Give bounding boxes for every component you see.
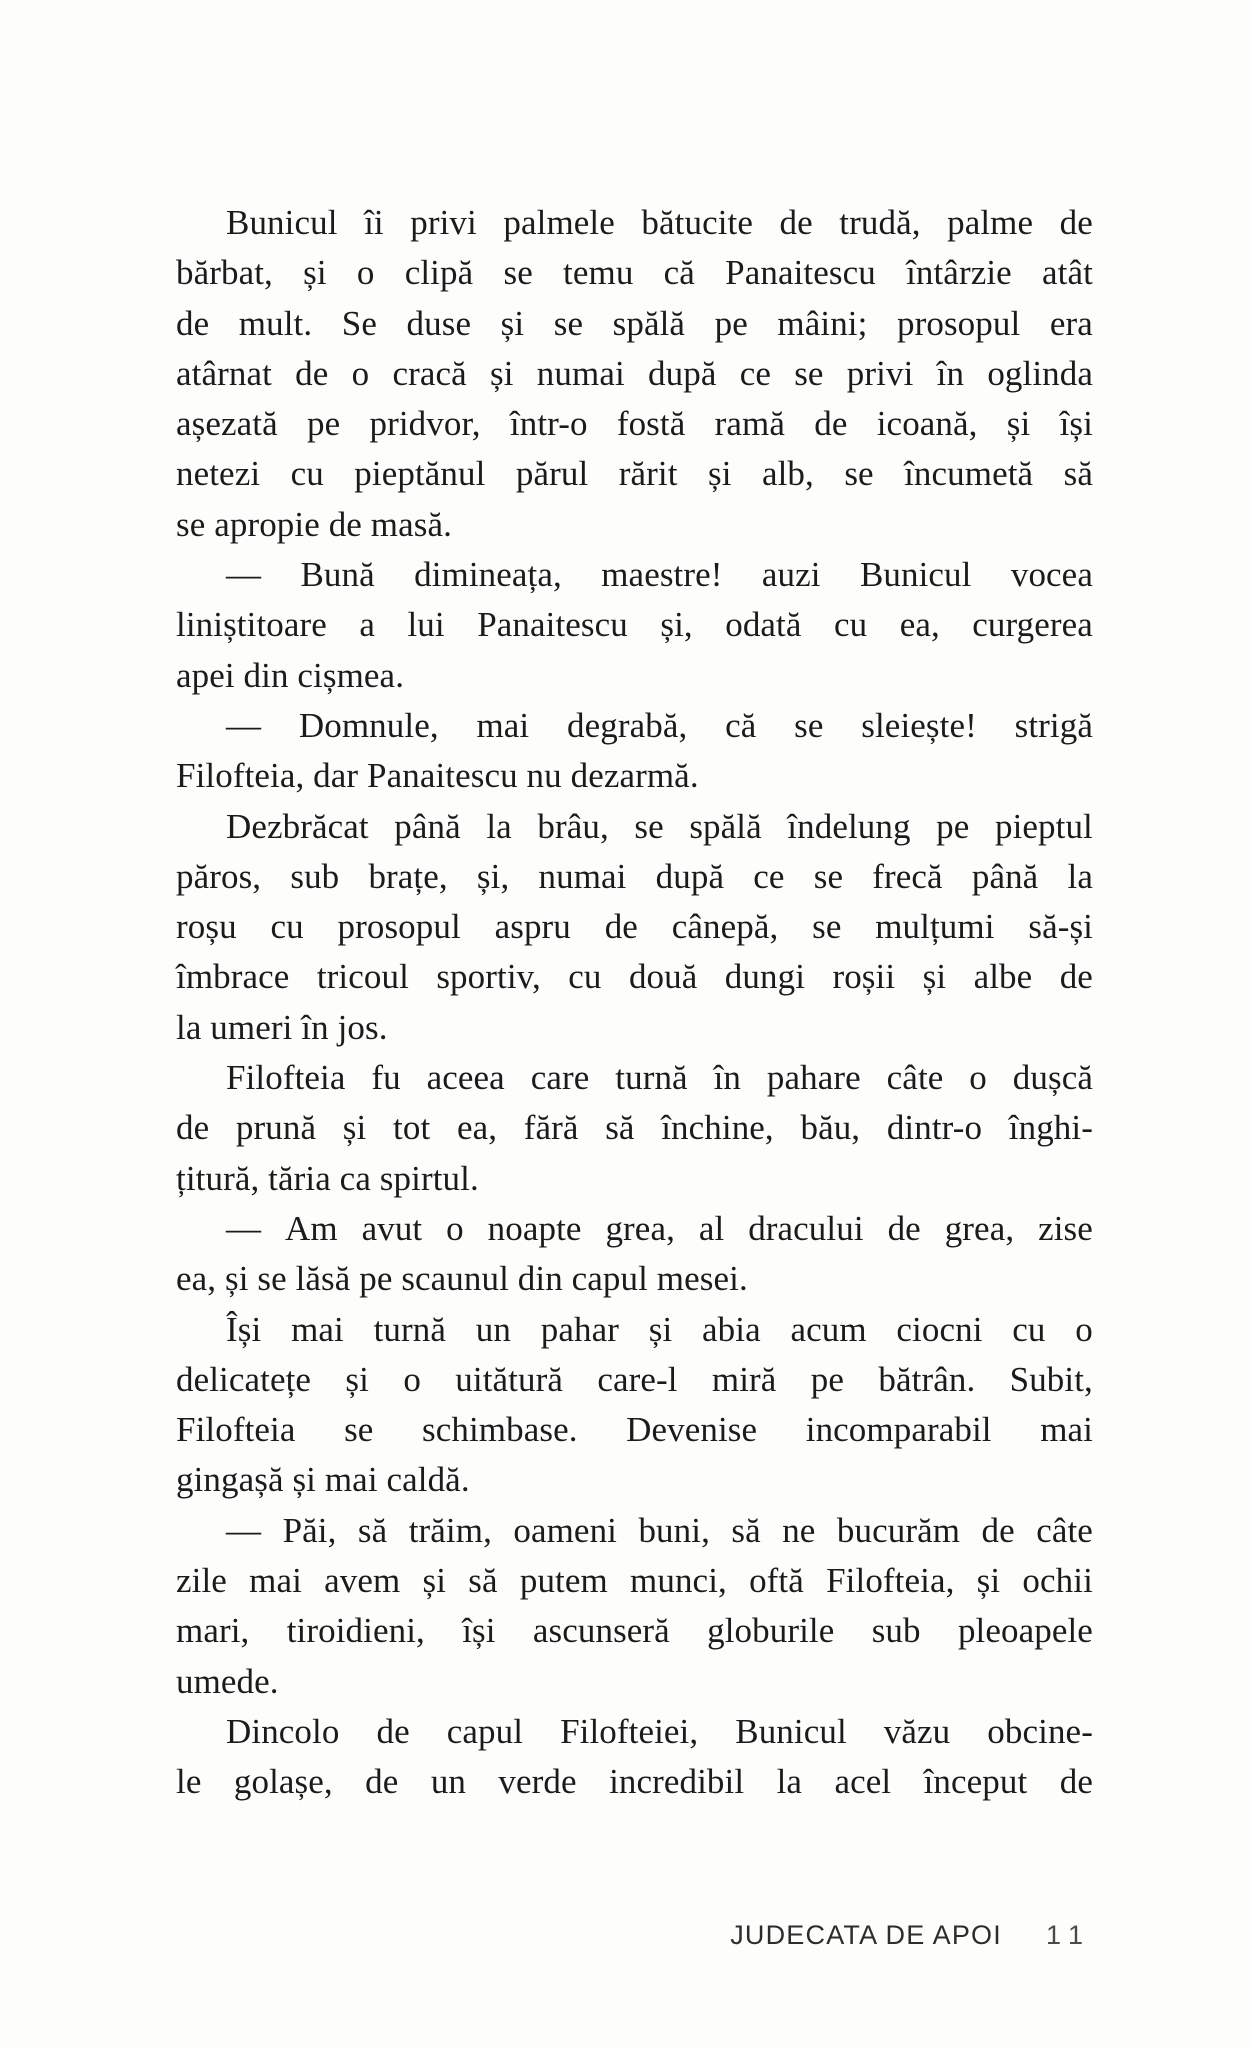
word: fostă [616, 404, 686, 444]
word: verde [498, 1762, 577, 1802]
word: și, [476, 856, 510, 896]
word: mâini; [777, 303, 868, 343]
word: buni, [638, 1510, 710, 1550]
text-line [176, 198, 1093, 248]
word: văzu [883, 1711, 951, 1751]
word: mai [249, 1561, 302, 1601]
word: păros, [176, 856, 262, 896]
word: sportiv, [436, 957, 541, 997]
word: o [1075, 1309, 1093, 1349]
text-line: umede. [176, 1661, 279, 1701]
word: un [475, 1309, 511, 1349]
word: curgerea [972, 605, 1093, 645]
word: bărbat, [176, 253, 273, 293]
word: brațe, [368, 856, 448, 896]
word: albe [973, 957, 1033, 997]
word: Domnule, [298, 705, 439, 745]
word: cu [568, 957, 602, 997]
word: acel [834, 1762, 892, 1802]
word: prosopul [337, 907, 461, 947]
word: bău, [800, 1108, 861, 1148]
word: și [648, 1309, 673, 1349]
word: de [176, 303, 210, 343]
word: la [1067, 856, 1093, 896]
word: obcine- [987, 1711, 1093, 1751]
word: brâu, [537, 806, 609, 846]
word: spălă [689, 806, 762, 846]
word: își [1059, 404, 1093, 444]
word: delicatețe [176, 1359, 312, 1399]
word: Bună [300, 555, 375, 595]
running-title: JUDECATA DE APOI [730, 1920, 1002, 1950]
word: putem [519, 1561, 608, 1601]
word: câte [1036, 1510, 1093, 1550]
word: cu [290, 454, 324, 494]
word: pahar [540, 1309, 619, 1349]
word: Filofteiei, [560, 1711, 699, 1751]
word: o [403, 1359, 421, 1399]
word: o [351, 353, 370, 393]
word: clipă [404, 253, 474, 293]
word: și [500, 303, 525, 343]
word: început [923, 1762, 1028, 1802]
text-line [176, 1606, 1093, 1656]
word: le [176, 1762, 202, 1802]
word: îmbrace [176, 957, 290, 997]
word: zise [1038, 1208, 1093, 1248]
word: după [655, 856, 725, 896]
word: Am [285, 1208, 338, 1248]
word: roșii [832, 957, 896, 997]
word: liniștitoare [176, 605, 327, 645]
word: zile [176, 1561, 227, 1601]
word: la [776, 1762, 803, 1802]
word: capul [446, 1711, 524, 1751]
word: ea, [899, 605, 940, 645]
word: așezată [176, 404, 278, 444]
word: pleoapele [957, 1611, 1093, 1651]
word: turnă [615, 1058, 688, 1098]
word: și, [660, 605, 693, 645]
word: vocea [1010, 555, 1093, 595]
word: noapte [487, 1208, 582, 1248]
word: bucurăm [836, 1510, 961, 1550]
word: de [981, 1510, 1015, 1550]
word: numai [538, 856, 627, 896]
word: Filofteia [176, 1410, 296, 1450]
text-line [176, 952, 1093, 1002]
word: numai [536, 353, 625, 393]
word: se [794, 705, 824, 745]
word: lui [407, 605, 445, 645]
word: trudă, [839, 203, 921, 242]
word: pe [714, 303, 748, 343]
text-line [176, 1556, 1093, 1606]
text-line [176, 1053, 1093, 1103]
word: pe [306, 404, 341, 444]
word: că [663, 253, 695, 293]
word: de [887, 1208, 921, 1248]
word: Bunicul [735, 1711, 847, 1751]
word: aspru [494, 907, 571, 947]
word: globurile [707, 1611, 835, 1651]
word: mulțumi [875, 907, 995, 947]
word: — [226, 705, 262, 745]
word: care [530, 1058, 590, 1098]
word: se [844, 454, 874, 494]
word: se [553, 303, 584, 343]
word: se [344, 1410, 374, 1450]
word: netezi [176, 454, 261, 494]
word: ce [753, 856, 785, 896]
word: pieptănul [354, 454, 486, 494]
word: și [422, 1561, 447, 1601]
word: uitătură [455, 1359, 563, 1399]
word: sub [290, 856, 340, 896]
word: odată [725, 605, 802, 645]
word: tiroidieni, [286, 1611, 425, 1651]
word: dușcă [1012, 1058, 1093, 1098]
word: de [176, 1108, 210, 1148]
word: într-o [509, 404, 588, 444]
body-text [176, 198, 1093, 1808]
word: grea, [605, 1208, 675, 1248]
text-line [176, 1204, 1093, 1254]
word: câte [886, 1058, 944, 1098]
text-line: la umeri în jos. [176, 1007, 388, 1047]
word: dimineața, [414, 555, 562, 595]
word: spălă [612, 303, 686, 343]
word: era [1049, 303, 1093, 343]
word: se [813, 856, 844, 896]
word: și [1006, 404, 1031, 444]
word: oglinda [987, 353, 1093, 393]
text-line [176, 1355, 1093, 1405]
text-line [176, 449, 1093, 499]
word: mari, [176, 1611, 250, 1651]
word: bătrân. [878, 1359, 976, 1399]
page-footer [730, 1920, 1092, 1951]
word: părul [515, 454, 589, 494]
word: icoană, [876, 404, 978, 444]
word: mult. [238, 303, 313, 343]
word: palmele [503, 203, 615, 242]
word: de [1059, 203, 1093, 242]
text-line: Filofteia, dar Panaitescu nu dezarmă. [176, 756, 699, 796]
text-line [176, 550, 1093, 600]
word: avem [324, 1561, 401, 1601]
word: o [969, 1058, 987, 1098]
word: să [605, 1108, 635, 1148]
word: golașe, [233, 1762, 333, 1802]
word: schimbase. [422, 1410, 578, 1450]
word: sleiește! [861, 705, 977, 745]
word: își [462, 1611, 496, 1651]
word: — [226, 555, 262, 595]
text-line: se apropie de masă. [176, 504, 452, 544]
word: maestre! [601, 555, 723, 595]
text-line: apei din cișmea. [176, 655, 405, 695]
word: Subit, [1009, 1359, 1093, 1399]
text-line [176, 1506, 1093, 1556]
text-line [176, 299, 1093, 349]
word: ne [782, 1510, 816, 1550]
word: munci, [630, 1561, 727, 1601]
word: palme [947, 203, 1034, 242]
text-line: țitură, tăria ca spirtul. [176, 1158, 479, 1198]
page-number: 11 [1045, 1920, 1092, 1950]
text-line [176, 1103, 1093, 1153]
word: pridvor, [369, 404, 481, 444]
word: prosopul [896, 303, 1021, 343]
text-line [176, 1305, 1093, 1355]
word: de [295, 353, 329, 393]
word: mai [1040, 1410, 1093, 1450]
word: Dincolo [226, 1711, 340, 1751]
word: rărit [618, 454, 678, 494]
word: temu [563, 253, 634, 293]
text-line [176, 349, 1093, 399]
word: întârzie [906, 253, 1012, 293]
word: pe [936, 806, 970, 846]
word: Devenise [626, 1410, 758, 1450]
word: dintr-o [886, 1108, 983, 1148]
word: trăim, [408, 1510, 492, 1550]
word: ea, [456, 1108, 498, 1148]
word: ascunseră [532, 1611, 670, 1651]
word: și [345, 1359, 369, 1399]
word: până [394, 806, 461, 846]
word: și [922, 957, 947, 997]
word: de [365, 1762, 399, 1802]
word: să [357, 1510, 388, 1550]
word: frecă [872, 856, 943, 896]
text-line: ea, și se lăsă pe scaunul din capul mesei. [176, 1259, 748, 1299]
word: roșu [176, 907, 237, 947]
text-line [176, 1707, 1093, 1757]
word: Bunicul [226, 203, 338, 242]
word: Păi, [282, 1510, 337, 1550]
text-line [176, 600, 1093, 650]
word: pe [810, 1359, 845, 1399]
word: un [430, 1762, 467, 1802]
word: acum [790, 1309, 867, 1349]
word: după [648, 353, 717, 393]
word: în [713, 1058, 742, 1098]
word: alb, [761, 454, 814, 494]
text-line [176, 852, 1093, 902]
word: Filofteia, [826, 1561, 955, 1601]
word: avut [361, 1208, 423, 1248]
word: Bunicul [859, 555, 972, 595]
word: până [971, 856, 1039, 896]
word: incredibil [609, 1762, 745, 1802]
word: miră [711, 1359, 777, 1399]
word: prună [235, 1108, 317, 1148]
word: sub [871, 1611, 921, 1651]
word: auzi [761, 555, 821, 595]
word: și [490, 353, 514, 393]
word: Își [226, 1309, 262, 1349]
text-line [176, 701, 1093, 751]
word: Panaitescu [725, 253, 876, 293]
word: privi [410, 203, 477, 242]
word: a [359, 605, 375, 645]
word: închine, [661, 1108, 774, 1148]
word: și [976, 1561, 1001, 1601]
word: de [604, 907, 638, 947]
word: abia [702, 1309, 761, 1349]
word: dungi [724, 957, 806, 997]
word: oftă [749, 1561, 804, 1601]
word: și [707, 454, 732, 494]
word: aceea [426, 1058, 505, 1098]
word: ce [739, 353, 771, 393]
word: Se [341, 303, 377, 343]
word: înghi- [1008, 1108, 1093, 1148]
word: să [468, 1561, 498, 1601]
word: Panaitescu [477, 605, 628, 645]
word: duse [406, 303, 472, 343]
text-line [176, 1757, 1093, 1807]
word: cu [833, 605, 868, 645]
word: se [503, 253, 533, 293]
word: cânepă, [671, 907, 779, 947]
word: să [1063, 454, 1093, 494]
word: de [1059, 957, 1093, 997]
word: mai [476, 705, 530, 745]
word: ciocni [896, 1309, 983, 1349]
word: îi [364, 203, 384, 242]
word: două [628, 957, 698, 997]
word: la [486, 806, 512, 846]
word: fu [371, 1058, 401, 1098]
word: pieptul [994, 806, 1093, 846]
text-line [176, 802, 1093, 852]
word: de [779, 203, 813, 242]
word: degrabă, [567, 705, 688, 745]
word: se [794, 353, 824, 393]
word: ochii [1022, 1561, 1093, 1601]
text-line [176, 399, 1093, 449]
word: să [731, 1510, 761, 1550]
word: că [725, 705, 757, 745]
word: — [226, 1510, 262, 1550]
word: pahare [766, 1058, 861, 1098]
text-line: gingașă și mai caldă. [176, 1460, 470, 1500]
word: cu [1012, 1309, 1046, 1349]
word: o [446, 1208, 464, 1248]
word: al [698, 1208, 725, 1248]
word: de [1059, 1762, 1093, 1802]
word: și [342, 1108, 367, 1148]
word: strigă [1014, 705, 1093, 745]
word: cracă [392, 353, 467, 393]
word: se [634, 806, 664, 846]
word: mai [291, 1309, 344, 1349]
word: tot [393, 1108, 431, 1148]
word: fără [523, 1108, 579, 1148]
word: incomparabil [805, 1410, 992, 1450]
text-line [176, 1405, 1093, 1455]
word: — [226, 1208, 262, 1248]
word: bătucite [641, 203, 753, 242]
word: o [356, 253, 375, 293]
word: să-și [1028, 907, 1093, 947]
word: Dezbrăcat [226, 806, 369, 846]
text-line [176, 248, 1093, 298]
word: se [812, 907, 842, 947]
word: încumetă [904, 454, 1034, 494]
word: îndelung [787, 806, 911, 846]
word: și [303, 253, 327, 293]
word: turnă [373, 1309, 447, 1349]
word: care-l [597, 1359, 678, 1399]
word: cu [270, 907, 304, 947]
word: grea, [944, 1208, 1015, 1248]
word: atârnat [176, 353, 272, 393]
word: Filofteia [226, 1058, 346, 1098]
word: dracului [748, 1208, 864, 1248]
word: privi [846, 353, 914, 393]
word: tricoul [316, 957, 409, 997]
word: oameni [513, 1510, 617, 1550]
text-line [176, 902, 1093, 952]
word: de [376, 1711, 410, 1751]
word: de [814, 404, 848, 444]
word: ramă [714, 404, 785, 444]
word: în [936, 353, 965, 393]
word: atât [1042, 253, 1093, 293]
